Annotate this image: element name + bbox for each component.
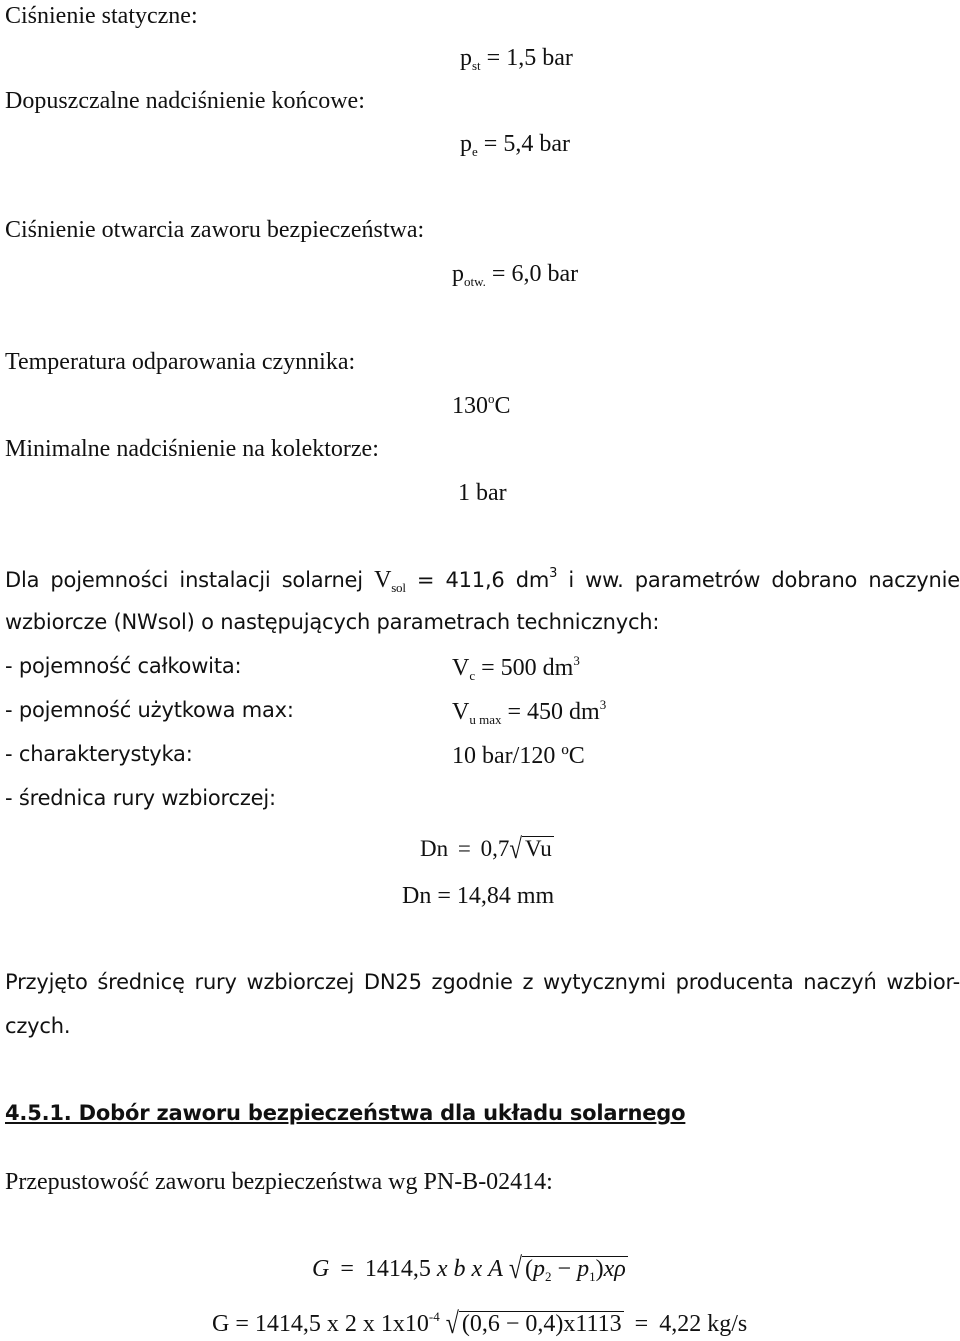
spec-pipe-diameter-label: - średnica rury wzbiorczej: <box>5 786 276 810</box>
formula-pipe-diameter: Dn = 0,7√ Vu <box>420 832 552 865</box>
spec-characteristic-label: - charakterystyka: <box>5 742 193 766</box>
value-evaporation-temperature: 130$^o$C <box>452 391 511 419</box>
label-evaporation-temperature: Temperatura odparowania czynnika: <box>5 349 356 375</box>
sqrt-symbol: √ <box>508 1252 523 1286</box>
label-static-pressure: Ciśnienie statyczne: <box>5 3 198 29</box>
paragraph-capacity-line1: Dla pojemności instalacji solarnej $V_{sol} = 411,6$ $dm^3$ i ww. parametrów dobrano naczynie <box>5 566 960 595</box>
label-final-overpressure: Dopuszczalne nadciśnienie końcowe: <box>5 88 365 114</box>
formula-valve-capacity: G = 1414,5 x b x A √ $(p_2 - p_1)x\rho$ <box>312 1252 626 1286</box>
spec-total-capacity-value: $V_c = 500$ $dm^3$ <box>452 653 580 683</box>
label-min-collector-pressure: Minimalne nadciśnienie na kolektorze: <box>5 436 379 462</box>
spec-characteristic-value: 10 bar/120 ºC <box>452 743 585 769</box>
paragraph-valve-capacity: Przepustowość zaworu bezpieczeństwa wg PN-B-02414: <box>5 1169 553 1195</box>
sqrt-symbol: √ <box>445 1307 459 1341</box>
spec-total-capacity-label: - pojemność całkowita: <box>5 654 242 678</box>
result-pipe-diameter: Dn = 14,84 mm <box>402 883 555 909</box>
section-heading: 4.5.1. Dobór zaworu bezpieczeństwa dla układu solarnego <box>5 1101 686 1125</box>
value-opening-pressure: $p_{otw.} = 6,0$ bar <box>452 261 579 289</box>
value-final-overpressure: $p_e = 5,4$ bar <box>460 131 570 159</box>
label-opening-pressure: Ciśnienie otwarcia zaworu bezpieczeństwa: <box>5 217 425 243</box>
paragraph-capacity-line2: wzbiorcze (NWsol) o następujących parametrach technicznych: <box>5 610 660 634</box>
formula-valve-capacity-result: G = 1414,5 x 2 x $1x10^{-4}$ √ (0,6 − 0,4)x1113 = 4,22 kg/s <box>212 1307 748 1341</box>
paragraph-accepted-diameter-line2: czych. <box>5 1014 71 1038</box>
value-static-pressure: $p_{st} = 1,5$ bar <box>460 45 573 73</box>
sqrt-symbol: √ <box>509 832 522 865</box>
paragraph-accepted-diameter-line1: Przyjęto średnicę rury wzbiorczej DN25 zgodnie z wytycznymi producenta naczyń wzbior- <box>5 970 960 994</box>
spec-usable-capacity-label: - pojemność użytkowa max: <box>5 698 294 722</box>
spec-usable-capacity-value: $V_{u max} = 450$ $dm^3$ <box>452 697 607 727</box>
value-min-collector-pressure: 1 bar <box>458 480 507 506</box>
